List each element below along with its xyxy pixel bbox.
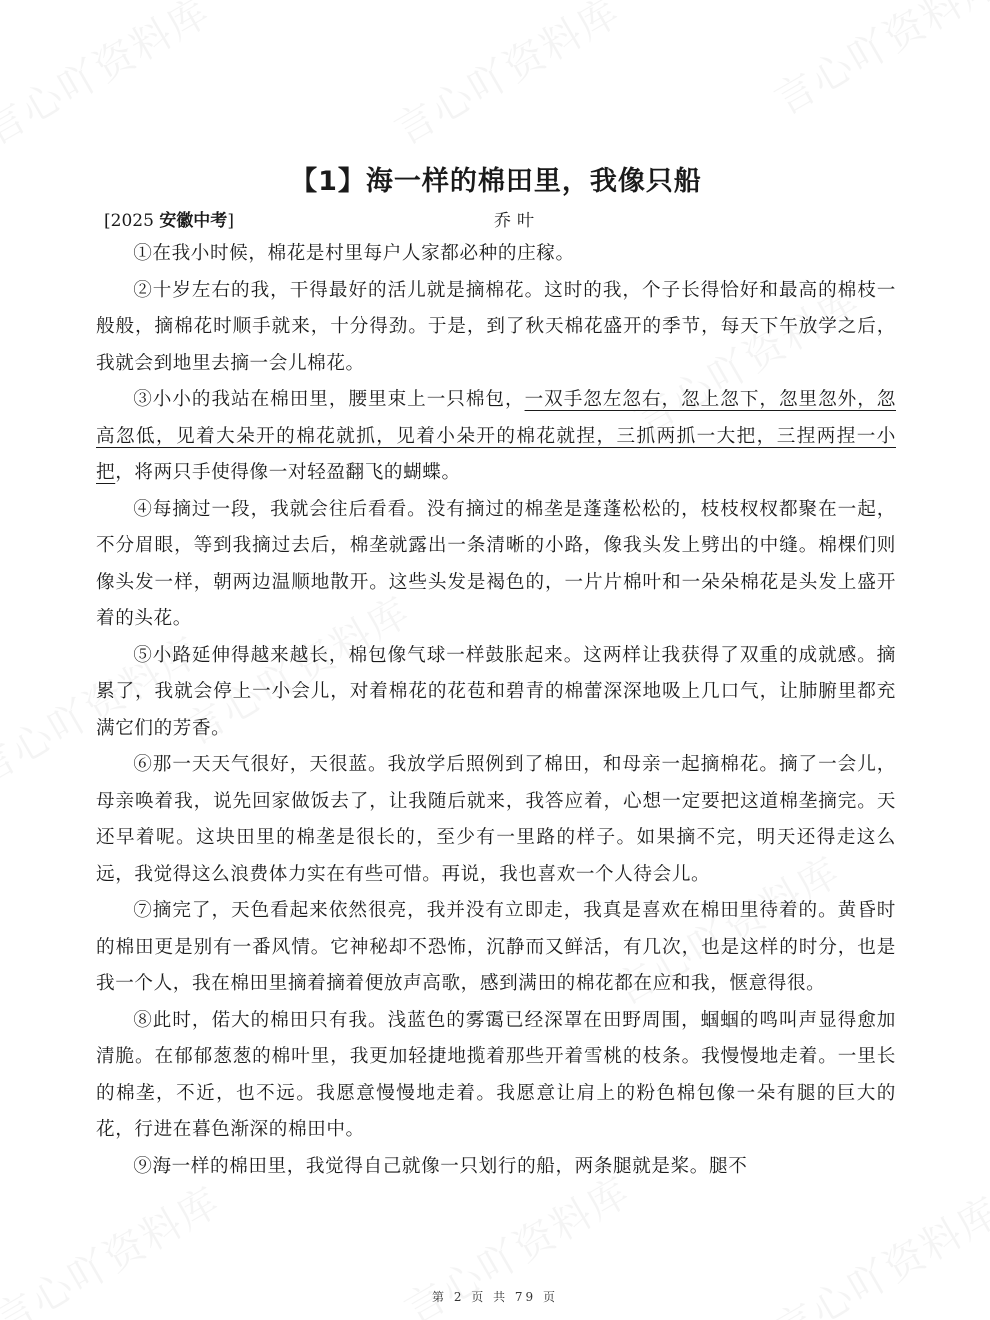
paragraph-2: ②十岁左右的我，干得最好的活儿就是摘棉花。这时的我，个子长得恰好和最高的棉枝一般般，摘棉花时顺手就来，十分得劲。于是，到了秋天棉花盛开的季节，每天下午放学之后，我就会到地里去摘一会儿棉花。 [96,279,896,374]
paragraph-4: ④每摘过一段，我就会往后看看。没有摘过的棉垄是蓬蓬松松的，枝枝杈杈都聚在一起，不分眉眼，等到我摘过去后，棉垄就露出一条清晰的小路，像我头发上劈出的中缝。棉棵们则像头发一样，朝两边温顺地散开。这些头发是褐色的，一片片棉叶和一朵朵棉花是头发上盛开着的头花。 [96,498,896,629]
paragraph-5: ⑤小路延伸得越来越长，棉包像气球一样鼓胀起来。这两样让我获得了双重的成就感。摘累了，我就会停上一小会儿，对着棉花的花苞和碧青的棉蕾深深地吸上几口气，让肺腑里都充满它们的芳香。 [96,644,896,739]
paragraph-1: ①在我小时候，棉花是村里每户人家都必种的庄稼。 [133,243,575,264]
source-bracket: ] [227,211,234,231]
watermark [763,0,990,126]
paragraph-7: ⑦摘完了，天色看起来依然很亮，我并没有立即走，我真是喜欢在棉田里待着的。黄昏时的棉田更是别有一番风情。它神秘却不恐怖，沉静而又鲜活，有几次，也是这样的时分，也是我一个人，我在棉田里摘着摘着便放声高歌，感到满田的棉花都在应和我，惬意得很。 [96,900,896,994]
paragraph-6: ⑥那一天天气很好，天很蓝。我放学后照例到了棉田，和母亲一起摘棉花。摘了一会儿，母亲唤着我，说先回家做饭去了，让我随后就来，我答应着，心想一定要把这道棉垄摘完。天还早着呢。这块田里的棉垄是很长的，至少有一里路的样子。如果摘不完，明天还得走这么远，我觉得这么浪费体力实在有些可惜。再说，我也喜欢一个人待会儿。 [96,754,896,885]
article-meta [96,206,896,236]
source-exam: 安徽中考 [159,211,228,231]
article-title: 【1】海一样的棉田里，我像只船 [290,166,702,197]
author-name: 乔叶 [494,211,540,231]
watermark [383,0,630,156]
paragraph-3 [96,382,896,492]
underlined-passage: 一双手忽左忽右，忽上忽下，忽里忽外，忽高忽低，见着大朵开的棉花就抓，见着小朵开的棉花就捏，三抓两抓一大把，三捏两捏一小把 [96,389,896,483]
page-number: 第 2 页 共 79 页 [432,1290,558,1304]
document-page [96,160,896,1185]
paragraph-9: ⑨海一样的棉田里，我觉得自己就像一只划行的船，两条腿就是桨。腿不 [133,1155,748,1177]
watermark [0,0,219,156]
paragraph-3-after: ，将两只手使得像一对轻盈翻飞的蝴蝶。 [115,462,461,483]
paragraph-8: ⑧此时，偌大的棉田只有我。浅蓝色的雾霭已经深罩在田野周围，蝈蝈的鸣叫声显得愈加清脆。在郁郁葱葱的棉叶里，我更加轻捷地揽着那些开着雪桃的枝条。我慢慢地走着。一里长的棉垄，不近，也不远。我愿意慢慢地走着。我愿意让肩上的粉色棉包像一朵有腿的巨大的花，行进在暮色渐深的棉田中。 [96,1009,896,1140]
source-label [104,206,234,236]
paragraph-3-before: ③小小的我站在棉田里，腰里束上一只棉包， [133,389,525,410]
source-year: [2025 [104,211,154,231]
